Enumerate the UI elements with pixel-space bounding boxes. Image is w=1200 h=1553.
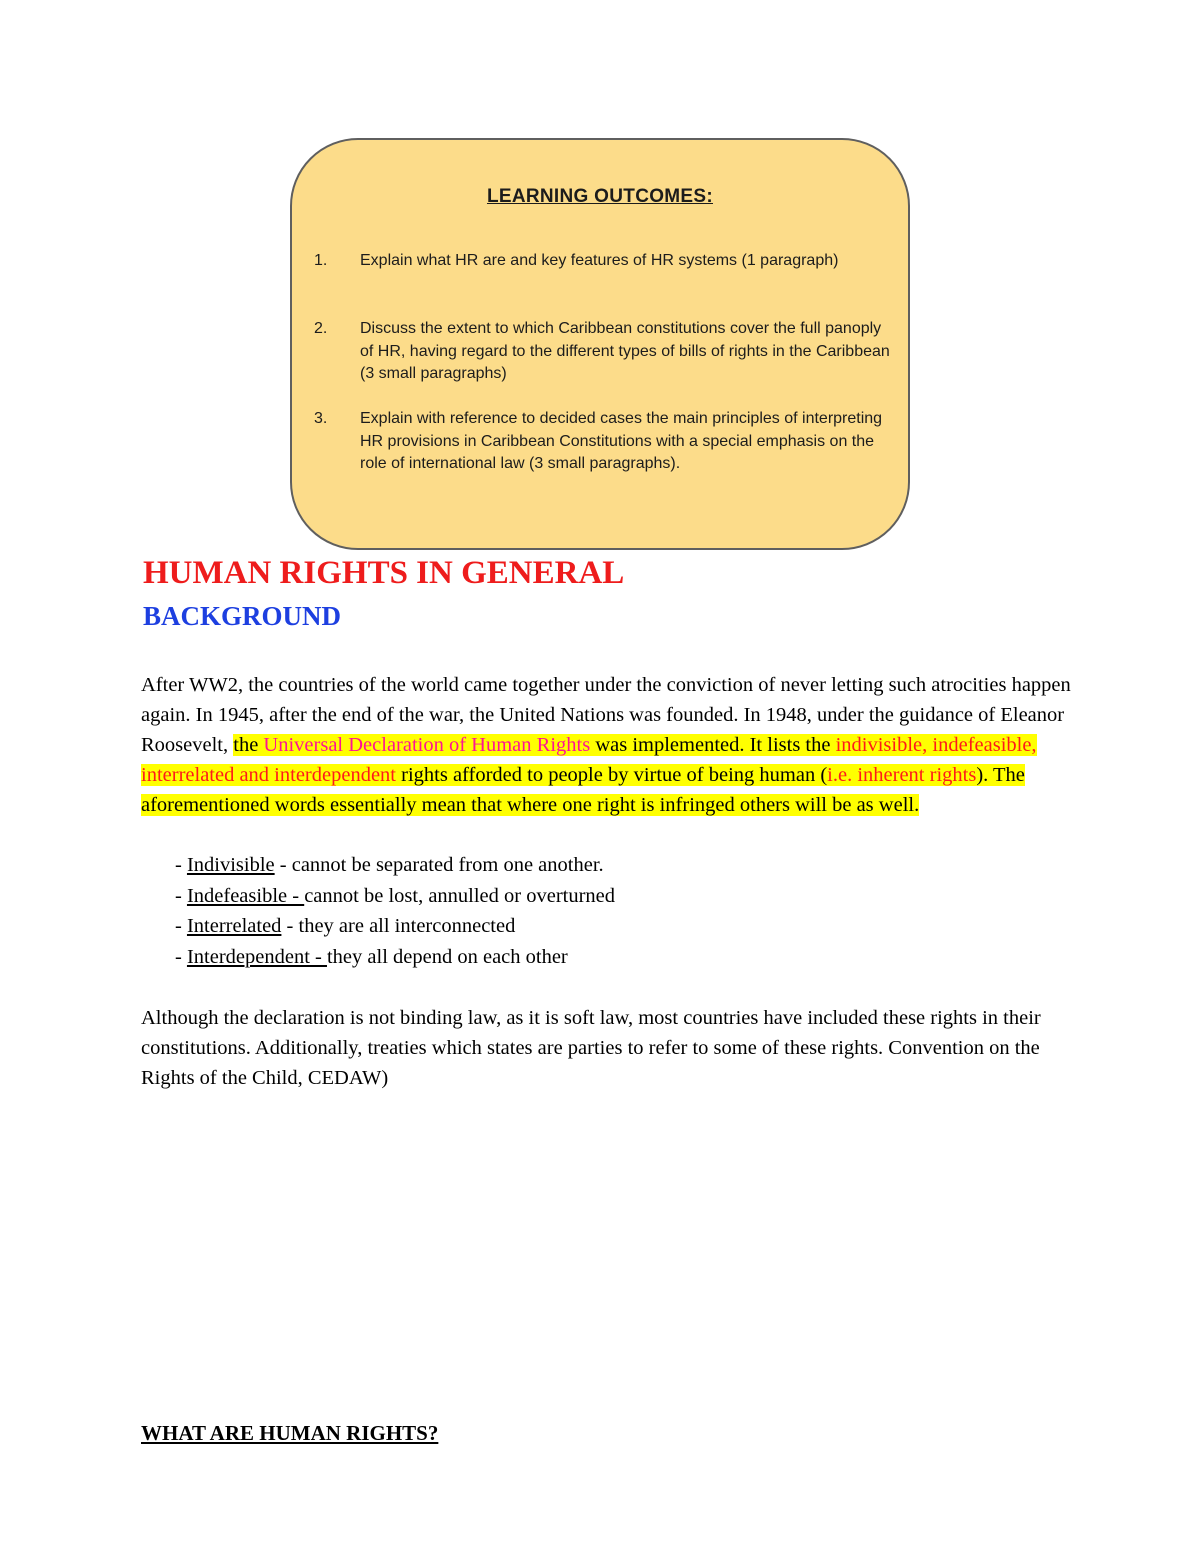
learning-outcome-item bbox=[314, 408, 896, 476]
definition-term: Interdependent - bbox=[186, 945, 327, 968]
learning-outcome-text: Explain with reference to decided cases the main principles of interpreting HR provisions in Caribbean Constitutions with a special emphasis on the role of international law (3 small paragraphs). bbox=[360, 410, 883, 472]
learning-outcome-item bbox=[314, 250, 896, 273]
learning-outcome-number: 2. bbox=[314, 320, 328, 337]
learning-outcome-number: 3. bbox=[314, 410, 328, 427]
definitions-list bbox=[175, 850, 615, 972]
definition-item bbox=[175, 942, 615, 973]
inherent-rights-term: i.e. inherent rights bbox=[827, 764, 977, 786]
definition-text: - cannot be separated from one another. bbox=[274, 854, 604, 876]
definition-dash: - bbox=[175, 915, 187, 937]
rights-characteristics-term: indivisible, indefeasible, interrelated and interdependent bbox=[141, 734, 1037, 786]
definition-dash: - bbox=[175, 854, 187, 876]
learning-outcomes-title: LEARNING OUTCOMES: bbox=[486, 186, 713, 207]
heading-background: BACKGROUND bbox=[143, 601, 342, 631]
background-paragraph bbox=[141, 670, 1071, 820]
paragraph-text: After WW2, the countries of the world came together under the conviction of never letting such atrocities happen again. In 1945, after the end of the war, the United Nations was founded. In 1948, under the guidance of Eleanor Roosevelt, bbox=[141, 674, 1071, 756]
definition-item bbox=[175, 850, 615, 881]
learning-outcome-text: Discuss the extent to which Caribbean constitutions cover the full panoply of HR, having regard to the different types of bills of rights in the Caribbean (3 small paragraphs) bbox=[360, 320, 890, 382]
soft-law-paragraph: Although the declaration is not binding law, as it is soft law, most countries have included these rights in their constitutions. Additionally, treaties which states are parties to refer to some of these rights. Convention on the Rights of the Child, CEDAW) bbox=[141, 1007, 1041, 1089]
definition-text: - they are all interconnected bbox=[281, 915, 516, 937]
learning-outcome-number: 1. bbox=[314, 252, 328, 269]
definition-term: Indivisible bbox=[186, 854, 275, 876]
highlighted-text bbox=[141, 734, 1037, 816]
heading-human-rights-in-general: HUMAN RIGHTS IN GENERAL bbox=[143, 555, 625, 591]
paragraph-text: ). The aforementioned words essentially mean that where one right is infringed others will be as well. bbox=[141, 764, 1025, 816]
paragraph-text: rights afforded to people by virtue of being human ( bbox=[396, 764, 828, 786]
definition-text: cannot be lost, annulled or overturned bbox=[304, 884, 616, 907]
paragraph-text: was implemented. It lists the bbox=[590, 734, 836, 756]
learning-outcome-item bbox=[314, 318, 896, 386]
definition-term: Indefeasible - bbox=[186, 884, 305, 907]
udhr-term: Universal Declaration of Human Rights bbox=[263, 734, 591, 756]
heading-what-are-human-rights: WHAT ARE HUMAN RIGHTS? bbox=[141, 1421, 439, 1445]
definition-item bbox=[175, 911, 615, 942]
learning-outcomes-box bbox=[290, 138, 910, 550]
definition-term: Interrelated bbox=[186, 915, 282, 937]
definition-text: they all depend on each other bbox=[326, 945, 568, 968]
definition-item bbox=[175, 881, 615, 912]
learning-outcome-text: Explain what HR are and key features of HR systems (1 paragraph) bbox=[360, 252, 839, 269]
definition-dash: - bbox=[175, 884, 187, 907]
definition-dash: - bbox=[175, 945, 187, 968]
paragraph-text: the bbox=[233, 734, 264, 756]
